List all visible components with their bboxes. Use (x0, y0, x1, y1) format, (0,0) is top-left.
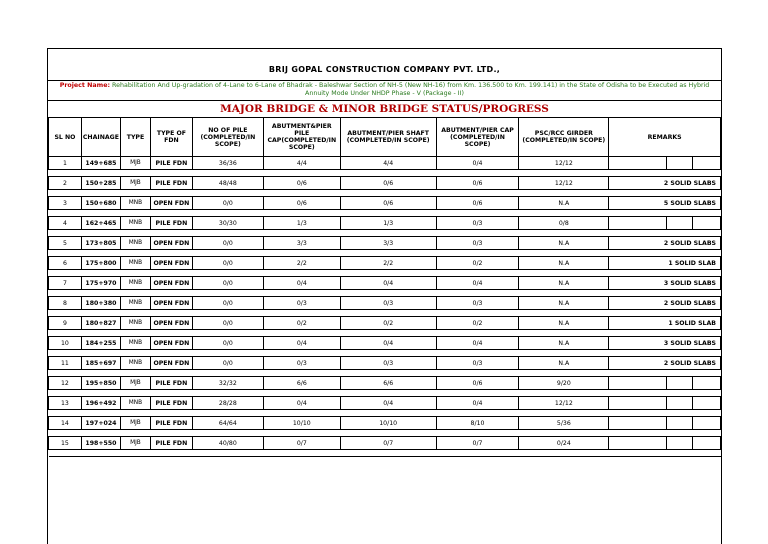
cell-girder: N.A (519, 237, 609, 250)
cell-type-of-fdn: PILE FDN (150, 437, 192, 450)
table-row (49, 317, 721, 330)
cell-girder: 0/8 (519, 217, 609, 230)
row-spacer (49, 270, 721, 277)
cell-pier-cap: 8/10 (436, 417, 519, 430)
cell-no-of-pile: 0/0 (192, 337, 263, 350)
cell-chainage: 180+380 (81, 297, 120, 310)
cell-pier-shaft: 0/4 (340, 397, 436, 410)
row-spacer-cell (49, 250, 721, 257)
row-spacer (49, 250, 721, 257)
col-header-type-of-fdn: TYPE OF FDN (150, 118, 192, 157)
cell-no-of-pile: 0/0 (192, 297, 263, 310)
row-spacer (49, 390, 721, 397)
col-header-no-of-pile: NO OF PILE (COMPLETED/IN SCOPE) (192, 118, 263, 157)
cell-remarks-empty (693, 217, 721, 230)
col-header-pier-shaft: ABUTMENT/PIER SHAFT (COMPLETED/IN SCOPE) (340, 118, 436, 157)
cell-slno: 7 (49, 277, 82, 290)
cell-pier-shaft: 0/7 (340, 437, 436, 450)
project-label: Project Name: (59, 82, 110, 89)
cell-no-of-pile: 0/0 (192, 317, 263, 330)
row-spacer-cell (49, 370, 721, 377)
cell-pier-shaft: 0/6 (340, 197, 436, 210)
col-header-type: TYPE (120, 118, 150, 157)
cell-pier-cap: 0/3 (436, 217, 519, 230)
cell-remarks: 3 SOLID SLABS (609, 337, 721, 350)
cell-remarks-empty (667, 437, 693, 450)
cell-pile-cap: 2/2 (263, 257, 340, 270)
cell-chainage: 185+697 (81, 357, 120, 370)
cell-type-of-fdn: OPEN FDN (150, 337, 192, 350)
row-spacer-cell (49, 330, 721, 337)
cell-type: MNB (120, 277, 150, 290)
cell-pile-cap: 0/6 (263, 197, 340, 210)
cell-type-of-fdn: OPEN FDN (150, 197, 192, 210)
cell-chainage: 173+805 (81, 237, 120, 250)
table-row (49, 257, 721, 270)
project-description (50, 82, 719, 98)
cell-remarks-empty (609, 377, 667, 390)
cell-chainage: 197+024 (81, 417, 120, 430)
cell-pile-cap: 0/7 (263, 437, 340, 450)
cell-no-of-pile: 0/0 (192, 237, 263, 250)
cell-remarks: 1 SOLID SLAB (609, 257, 721, 270)
cell-remarks-empty (609, 157, 667, 170)
cell-pier-shaft: 0/4 (340, 277, 436, 290)
cell-type-of-fdn: OPEN FDN (150, 317, 192, 330)
cell-pier-cap: 0/4 (436, 277, 519, 290)
cell-no-of-pile: 30/30 (192, 217, 263, 230)
cell-type-of-fdn: PILE FDN (150, 157, 192, 170)
cell-type-of-fdn: OPEN FDN (150, 237, 192, 250)
cell-no-of-pile: 0/0 (192, 257, 263, 270)
cell-chainage: 150+680 (81, 197, 120, 210)
table-row (49, 437, 721, 450)
row-spacer (49, 450, 721, 457)
cell-girder: N.A (519, 257, 609, 270)
cell-slno: 1 (49, 157, 82, 170)
project-text: Rehabilitation And Up-gradation of 4-Lane to 6-Lane of Bhadrak - Baleshwar Section of NH-5 (New NH-16) from Km. 136.500 to Km. 199.141) in the State of Odisha to be Executed as Hybrid Annuity Mode Under NHDP Phase - V (Package - II) (112, 82, 710, 97)
cell-type: MJB (120, 177, 150, 190)
cell-no-of-pile: 32/32 (192, 377, 263, 390)
cell-remarks: 2 SOLID SLABS (609, 357, 721, 370)
cell-pile-cap: 0/4 (263, 397, 340, 410)
cell-slno: 4 (49, 217, 82, 230)
cell-type: MNB (120, 217, 150, 230)
table-row (49, 217, 721, 230)
cell-remarks: 2 SOLID SLABS (609, 177, 721, 190)
cell-remarks: 5 SOLID SLABS (609, 197, 721, 210)
cell-slno: 8 (49, 297, 82, 310)
cell-type: MJB (120, 417, 150, 430)
cell-remarks: 2 SOLID SLABS (609, 297, 721, 310)
report-title: MAJOR BRIDGE & MINOR BRIDGE STATUS/PROGRESS (220, 103, 549, 115)
row-spacer-cell (49, 430, 721, 437)
cell-girder: N.A (519, 277, 609, 290)
row-spacer (49, 210, 721, 217)
cell-girder: 12/12 (519, 177, 609, 190)
cell-slno: 2 (49, 177, 82, 190)
cell-pile-cap: 6/6 (263, 377, 340, 390)
cell-pier-shaft: 0/6 (340, 177, 436, 190)
cell-remarks-empty (667, 397, 693, 410)
cell-pile-cap: 0/3 (263, 357, 340, 370)
cell-girder: N.A (519, 297, 609, 310)
cell-slno: 10 (49, 337, 82, 350)
table-row (49, 397, 721, 410)
table-header-row (49, 118, 721, 157)
row-spacer (49, 430, 721, 437)
cell-slno: 12 (49, 377, 82, 390)
cell-type-of-fdn: OPEN FDN (150, 357, 192, 370)
cell-type: MNB (120, 297, 150, 310)
cell-girder: 5/36 (519, 417, 609, 430)
row-spacer (49, 170, 721, 177)
cell-pier-cap: 0/4 (436, 157, 519, 170)
cell-pier-cap: 0/4 (436, 337, 519, 350)
cell-type-of-fdn: PILE FDN (150, 397, 192, 410)
table-row (49, 337, 721, 350)
row-spacer-cell (49, 230, 721, 237)
cell-pier-cap: 0/3 (436, 357, 519, 370)
cell-type: MNB (120, 337, 150, 350)
cell-pile-cap: 0/4 (263, 277, 340, 290)
table-row (49, 377, 721, 390)
cell-type-of-fdn: PILE FDN (150, 217, 192, 230)
cell-remarks-empty (609, 217, 667, 230)
cell-remarks: 2 SOLID SLABS (609, 237, 721, 250)
cell-type-of-fdn: PILE FDN (150, 377, 192, 390)
table-row (49, 157, 721, 170)
divider (48, 100, 721, 101)
cell-remarks: 1 SOLID SLAB (609, 317, 721, 330)
cell-type: MNB (120, 317, 150, 330)
cell-remarks-empty (609, 397, 667, 410)
row-spacer (49, 350, 721, 357)
cell-remarks-empty (693, 437, 721, 450)
table-row (49, 297, 721, 310)
cell-no-of-pile: 40/80 (192, 437, 263, 450)
cell-pier-shaft: 4/4 (340, 157, 436, 170)
cell-chainage: 196+492 (81, 397, 120, 410)
cell-pier-cap: 0/7 (436, 437, 519, 450)
cell-remarks-empty (609, 437, 667, 450)
cell-girder: 0/24 (519, 437, 609, 450)
table-row (49, 357, 721, 370)
cell-pier-cap: 0/3 (436, 297, 519, 310)
cell-chainage: 150+285 (81, 177, 120, 190)
cell-chainage: 184+255 (81, 337, 120, 350)
cell-pier-cap: 0/2 (436, 317, 519, 330)
cell-girder: 12/12 (519, 157, 609, 170)
cell-pier-shaft: 3/3 (340, 237, 436, 250)
cell-remarks-empty (693, 377, 721, 390)
cell-girder: N.A (519, 197, 609, 210)
row-spacer-cell (49, 410, 721, 417)
cell-type: MNB (120, 237, 150, 250)
col-header-chainage: CHAINAGE (81, 118, 120, 157)
cell-remarks-empty (693, 157, 721, 170)
cell-pile-cap: 0/4 (263, 337, 340, 350)
cell-pier-shaft: 2/2 (340, 257, 436, 270)
cell-chainage: 149+685 (81, 157, 120, 170)
cell-chainage: 175+970 (81, 277, 120, 290)
cell-type-of-fdn: OPEN FDN (150, 297, 192, 310)
cell-pile-cap: 0/6 (263, 177, 340, 190)
cell-girder: N.A (519, 337, 609, 350)
cell-pile-cap: 1/3 (263, 217, 340, 230)
cell-pile-cap: 0/3 (263, 297, 340, 310)
cell-pier-shaft: 0/2 (340, 317, 436, 330)
row-spacer-cell (49, 450, 721, 457)
row-spacer (49, 190, 721, 197)
cell-pier-shaft: 1/3 (340, 217, 436, 230)
cell-chainage: 195+850 (81, 377, 120, 390)
col-header-remarks: REMARKS (609, 118, 721, 157)
cell-remarks-empty (693, 417, 721, 430)
cell-type-of-fdn: OPEN FDN (150, 257, 192, 270)
cell-chainage: 180+827 (81, 317, 120, 330)
cell-no-of-pile: 36/36 (192, 157, 263, 170)
table-row (49, 237, 721, 250)
cell-pile-cap: 4/4 (263, 157, 340, 170)
cell-remarks-empty (667, 417, 693, 430)
row-spacer (49, 290, 721, 297)
cell-no-of-pile: 0/0 (192, 357, 263, 370)
table-row (49, 277, 721, 290)
row-spacer-cell (49, 310, 721, 317)
cell-pier-shaft: 0/3 (340, 297, 436, 310)
cell-type: MNB (120, 197, 150, 210)
divider (48, 80, 721, 81)
table-body (49, 157, 721, 457)
cell-type: MNB (120, 397, 150, 410)
row-spacer (49, 410, 721, 417)
cell-pier-cap: 0/6 (436, 197, 519, 210)
cell-remarks-empty (609, 417, 667, 430)
row-spacer (49, 230, 721, 237)
cell-pile-cap: 3/3 (263, 237, 340, 250)
cell-slno: 5 (49, 237, 82, 250)
status-table (48, 117, 721, 457)
cell-chainage: 162+465 (81, 217, 120, 230)
cell-no-of-pile: 28/28 (192, 397, 263, 410)
cell-pier-cap: 0/4 (436, 397, 519, 410)
cell-no-of-pile: 48/48 (192, 177, 263, 190)
row-spacer (49, 310, 721, 317)
cell-remarks: 3 SOLID SLABS (609, 277, 721, 290)
row-spacer-cell (49, 270, 721, 277)
cell-slno: 11 (49, 357, 82, 370)
cell-type: MJB (120, 437, 150, 450)
col-header-pile-cap: ABUTMENT&PIER PILE CAP(COMPLETED/IN SCOPE) (263, 118, 340, 157)
cell-type: MJB (120, 377, 150, 390)
cell-remarks-empty (693, 397, 721, 410)
row-spacer-cell (49, 190, 721, 197)
row-spacer (49, 330, 721, 337)
cell-type-of-fdn: OPEN FDN (150, 277, 192, 290)
cell-remarks-empty (667, 157, 693, 170)
cell-pile-cap: 10/10 (263, 417, 340, 430)
company-name: BRIJ GOPAL CONSTRUCTION COMPANY PVT. LTD., (268, 65, 501, 74)
cell-remarks-empty (667, 377, 693, 390)
row-spacer (49, 370, 721, 377)
row-spacer-cell (49, 390, 721, 397)
cell-pier-shaft: 6/6 (340, 377, 436, 390)
row-spacer-cell (49, 290, 721, 297)
cell-pier-shaft: 10/10 (340, 417, 436, 430)
cell-pier-cap: 0/6 (436, 377, 519, 390)
col-header-pier-cap: ABUTMENT/PIER CAP (COMPLETED/IN SCOPE) (436, 118, 519, 157)
cell-remarks-empty (667, 217, 693, 230)
row-spacer-cell (49, 210, 721, 217)
cell-no-of-pile: 64/64 (192, 417, 263, 430)
cell-pile-cap: 0/2 (263, 317, 340, 330)
cell-type-of-fdn: PILE FDN (150, 417, 192, 430)
cell-slno: 6 (49, 257, 82, 270)
cell-chainage: 198+550 (81, 437, 120, 450)
cell-slno: 9 (49, 317, 82, 330)
cell-pier-cap: 0/2 (436, 257, 519, 270)
cell-girder: N.A (519, 317, 609, 330)
table-row (49, 197, 721, 210)
cell-girder: N.A (519, 357, 609, 370)
cell-type-of-fdn: PILE FDN (150, 177, 192, 190)
cell-pier-cap: 0/6 (436, 177, 519, 190)
cell-no-of-pile: 0/0 (192, 277, 263, 290)
cell-slno: 13 (49, 397, 82, 410)
cell-type: MNB (120, 257, 150, 270)
table-row (49, 417, 721, 430)
col-header-girder: PSC/RCC GIRDER (COMPLETED/IN SCOPE) (519, 118, 609, 157)
col-header-slno: SL NO (49, 118, 82, 157)
cell-pier-cap: 0/3 (436, 237, 519, 250)
row-spacer-cell (49, 350, 721, 357)
row-spacer-cell (49, 170, 721, 177)
cell-slno: 3 (49, 197, 82, 210)
cell-type: MNB (120, 357, 150, 370)
cell-pier-shaft: 0/3 (340, 357, 436, 370)
table-row (49, 177, 721, 190)
cell-no-of-pile: 0/0 (192, 197, 263, 210)
cell-slno: 15 (49, 437, 82, 450)
cell-pier-shaft: 0/4 (340, 337, 436, 350)
cell-girder: 9/20 (519, 377, 609, 390)
cell-type: MJB (120, 157, 150, 170)
cell-slno: 14 (49, 417, 82, 430)
cell-chainage: 175+800 (81, 257, 120, 270)
cell-girder: 12/12 (519, 397, 609, 410)
report-sheet (47, 48, 722, 544)
